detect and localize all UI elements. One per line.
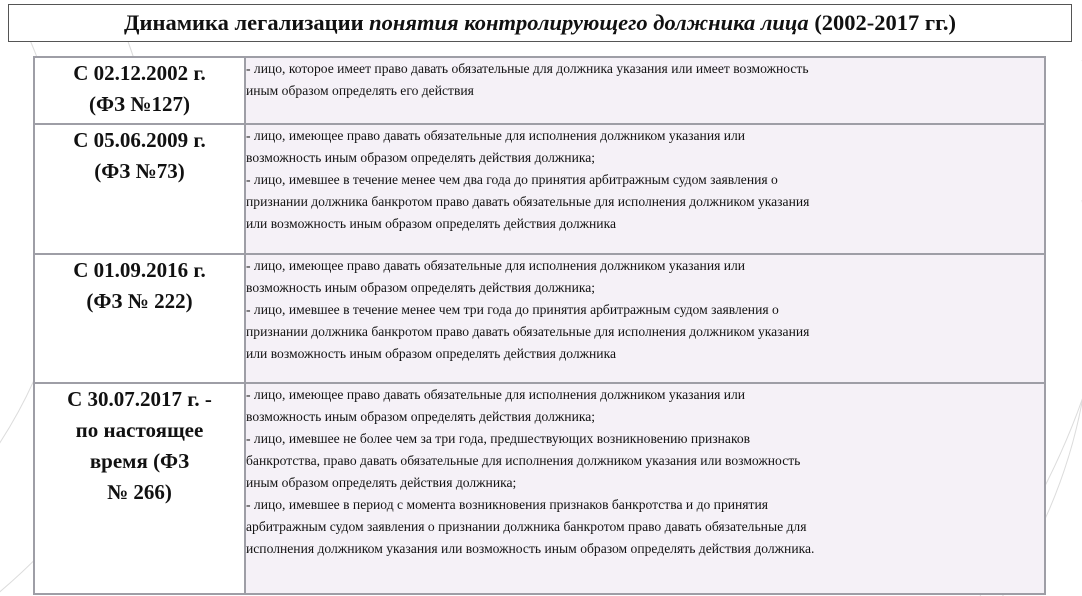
table-row [34,254,1045,383]
description-line: - лицо, которое имеет право давать обязательные для должника указания или имеет возможность [246,61,809,76]
description-line: - лицо, имеющее право давать обязательные для исполнения должником указания или [246,128,746,143]
description-line: - лицо, имевшее не более чем за три года, предшествующих возникновению признаков [246,431,751,446]
description-line: или возможность иным образом определять действия должника [246,346,617,361]
description-line: возможность иным образом определять действия должника; [246,150,596,165]
slide-title [8,4,1072,42]
period-date-cell [34,57,245,124]
title-prefix: Динамика легализации [124,10,364,35]
description-line: иным образом определять действия должника; [246,475,517,490]
period-law-line: (ФЗ №73) [94,159,185,183]
title-suffix: (2002-2017 гг.) [814,10,956,35]
period-law-line: (ФЗ № 222) [86,289,193,313]
table-row [34,124,1045,254]
period-date-cell [34,383,245,594]
period-law-line: (ФЗ №127) [89,92,190,116]
description-line: арбитражным судом заявления о признании должника банкротом право давать обязательные для [246,519,807,534]
description-line: возможность иным образом определять действия должника; [246,409,596,424]
title-emphasis: понятия контролирующего должника лица [369,10,809,35]
period-description-cell [245,383,1045,594]
legislation-periods-table [33,56,1046,595]
description-line: - лицо, имевшее в течение менее чем три года до принятия арбитражным судом заявления о [246,302,779,317]
description-line: или возможность иным образом определять действия должника [246,216,617,231]
period-date-line: время (ФЗ [89,449,190,473]
period-date-line: С 05.06.2009 г. [73,128,206,152]
description-line: - лицо, имевшее в период с момента возникновения признаков банкротства и до принятия [246,497,769,512]
period-description-cell [245,57,1045,124]
period-date-cell [34,124,245,254]
period-law-line: № 266) [107,480,172,504]
table-row [34,57,1045,124]
description-line: возможность иным образом определять действия должника; [246,280,596,295]
description-line: признании должника банкротом право давать обязательные для исполнения должником указания [246,194,810,209]
period-date-line: С 01.09.2016 г. [73,258,206,282]
description-line: признании должника банкротом право давать обязательные для исполнения должником указания [246,324,810,339]
period-date-cell [34,254,245,383]
description-line: - лицо, имеющее право давать обязательные для исполнения должником указания или [246,258,746,273]
period-date-line: С 02.12.2002 г. [73,61,206,85]
period-date-line: по настоящее [75,418,204,442]
description-line: иным образом определять его действия [246,83,474,98]
period-date-line: С 30.07.2017 г. - [67,387,212,411]
period-description-cell [245,124,1045,254]
description-line: - лицо, имеющее право давать обязательные для исполнения должником указания или [246,387,746,402]
description-line: - лицо, имевшее в течение менее чем два года до принятия арбитражным судом заявления о [246,172,778,187]
period-description-cell [245,254,1045,383]
table-row [34,383,1045,594]
description-line: исполнения должником указания или возможность иным образом определять действия должника. [246,541,815,556]
description-line: банкротства, право давать обязательные для исполнения должником указания или возможность [246,453,801,468]
